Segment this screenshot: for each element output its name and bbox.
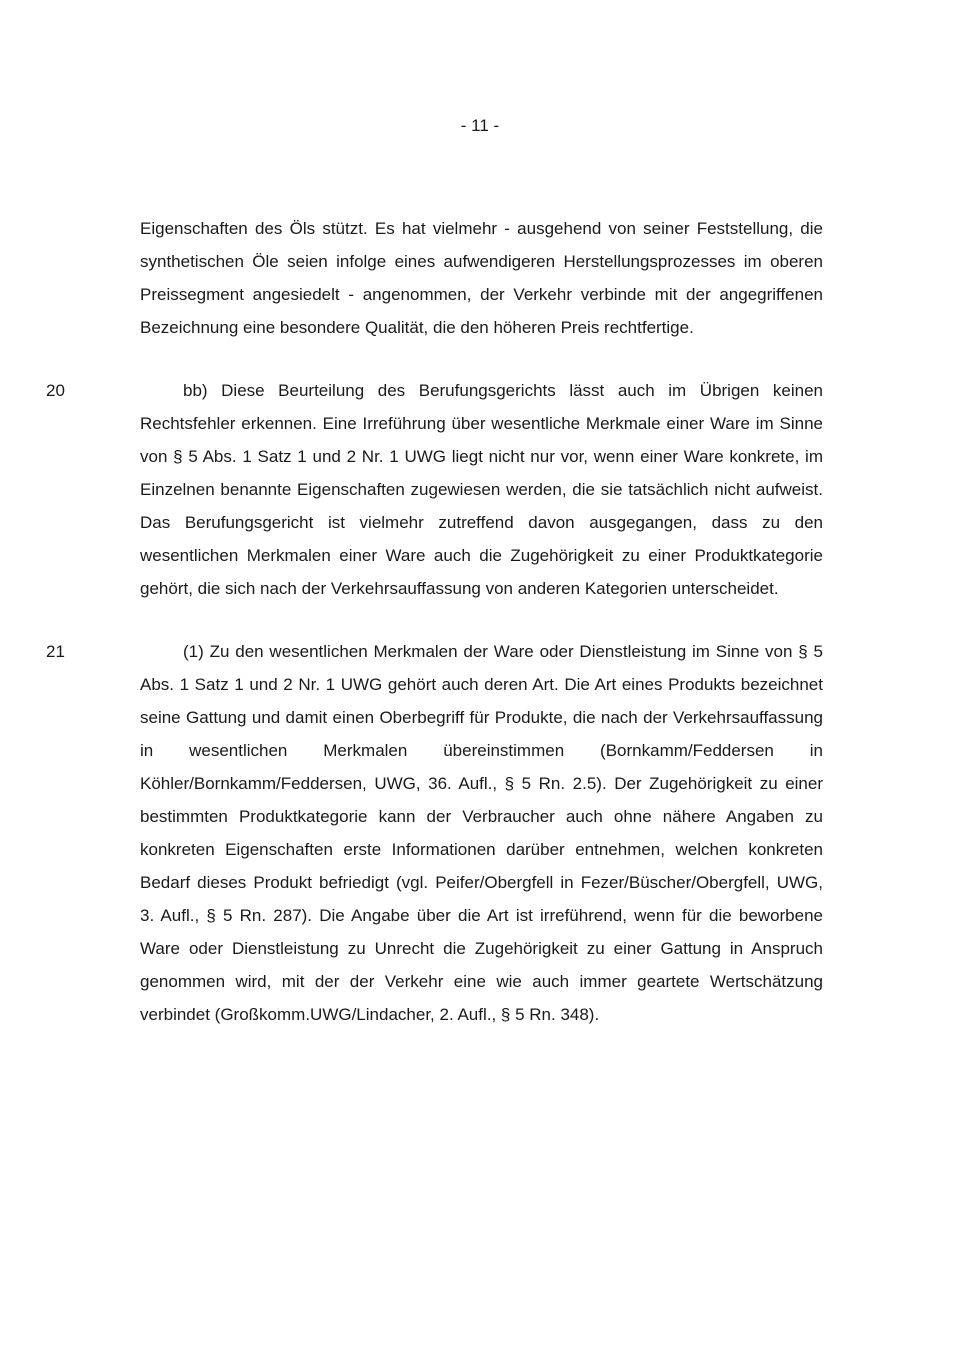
paragraph-text: bb) Diese Beurteilung des Berufungsgerichts lässt auch im Übrigen keinen Rechtsfehler erkennen. Eine Irreführung über wesentliche Merkmale einer Ware im Sinne von § 5 Abs. 1 Satz 1 und 2 Nr. 1 UWG liegt nicht nur vor, wenn einer Ware konkrete, im Einzelnen benannte Eigenschaften zugewiesen werden, die sie tatsächlich nicht aufweist. Das Berufungsgericht ist vielmehr zutreffend davon ausgegangen, dass zu den wesentlichen Merkmalen einer Ware auch die Zugehörigkeit zu einer Produktkategorie gehört, die sich nach der Verkehrsauffassung von anderen Kategorien unterscheidet. [140,381,823,598]
paragraph-row [0,374,960,605]
page-number: - 11 - [460,116,500,135]
paragraph-row [0,212,960,344]
margin-number: 20 [46,381,65,400]
document-body [0,212,960,1061]
margin-number: 21 [46,642,65,661]
paragraph-text: Eigenschaften des Öls stützt. Es hat vielmehr - ausgehend von seiner Feststellung, die synthetischen Öle seien infolge eines aufwendigeren Herstellungsprozesses im oberen Preissegment angesiedelt - angenommen, der Verkehr verbinde mit der angegriffenen Bezeichnung eine besondere Qualität, die den höheren Preis rechtfertige. [140,219,823,337]
paragraph-text: (1) Zu den wesentlichen Merkmalen der Ware oder Dienstleistung im Sinne von § 5 Abs. 1 Satz 1 und 2 Nr. 1 UWG gehört auch deren Art. Die Art eines Produkts bezeichnet seine Gattung und damit einen Oberbegriff für Produkte, die nach der Verkehrsauffassung in wesentlichen Merkmalen übereinstimmen (Bornkamm/Feddersen in Köhler/Bornkamm/Feddersen, UWG, 36. Aufl., § 5 Rn. 2.5). Der Zugehörigkeit zu einer bestimmten Produktkategorie kann der Verbraucher auch ohne nähere Angaben zu konkreten Eigenschaften erste Informationen darüber entnehmen, welchen konkreten Bedarf dieses Produkt befriedigt (vgl. Peifer/Obergfell in Fezer/Büscher/Obergfell, UWG, 3. Aufl., § 5 Rn. 287). Die Angabe über die Art ist irreführend, wenn für die beworbene Ware oder Dienstleistung zu Unrecht die Zugehörigkeit zu einer Gattung in Anspruch genommen wird, mit der der Verkehr eine wie auch immer geartete Wertschätzung verbindet (Großkomm.UWG/Lindacher, 2. Aufl., § 5 Rn. 348). [140,642,823,1024]
paragraph-row [0,635,960,1031]
